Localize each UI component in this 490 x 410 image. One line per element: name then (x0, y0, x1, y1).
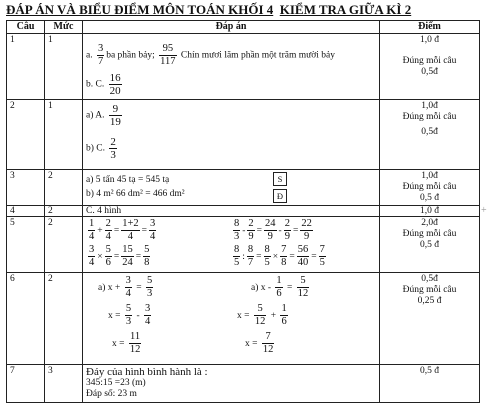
equation-label: x = (245, 339, 258, 349)
title-sub: KIỂM TRA GIỮA KÌ 2 (279, 2, 412, 17)
fraction: $\frac{5}{12}$ (297, 275, 309, 300)
answer-table (6, 20, 480, 403)
cell-muc: 2 (45, 170, 83, 206)
true-false-box: Đ (273, 189, 287, 203)
equals-sign: = (136, 283, 142, 293)
cell-cau: 1 (7, 34, 45, 100)
cell-muc: 2 (45, 273, 83, 365)
cell-answer (83, 365, 380, 403)
points-note: Đúng mỗi câu (402, 229, 457, 239)
operator: - (242, 226, 246, 236)
minus-sign: - (136, 311, 140, 321)
header-muc: Mức (45, 21, 83, 34)
plus-sign: + (270, 311, 277, 321)
cell-points (380, 170, 480, 206)
fraction: $\frac{8}{3}$ (234, 218, 240, 243)
fraction: $\frac{15}{24}$ (122, 244, 133, 269)
fraction: $\frac{2}{4}$ (105, 218, 111, 243)
table-row (7, 100, 480, 170)
fraction: $\frac{16}{20}$ (109, 72, 121, 97)
operator: × (272, 252, 279, 262)
points-total: 0,5đ (421, 274, 438, 284)
fraction: $\frac{7}{8}$ (281, 244, 287, 269)
cell-points: 1,0 đ (380, 206, 480, 217)
operator: = (113, 252, 120, 262)
operator: = (292, 226, 299, 236)
answer-text: Đáp số: 23 m (86, 389, 137, 399)
fraction: $\frac{1}{6}$ (276, 275, 282, 300)
fraction: $\frac{2}{9}$ (248, 218, 254, 243)
operator: = (113, 226, 120, 236)
fraction: $\frac{1}{4}$ (89, 218, 95, 243)
answer-part-label: b) C. (86, 143, 105, 154)
fraction: $\frac{5}{3}$ (146, 275, 153, 300)
equals-sign: = (287, 283, 293, 293)
fraction: $\frac{8}{5}$ (264, 244, 270, 269)
answer-text: a) 5 tấn 45 tạ = 545 tạ (86, 175, 170, 185)
cell-answer (83, 273, 380, 365)
header-dap-an: Đáp án (83, 21, 380, 34)
operator: = (311, 252, 317, 262)
table-row (7, 34, 480, 100)
cell-muc: 2 (45, 206, 83, 217)
points-total: 1,0 đ (420, 35, 439, 45)
header-diem: Điểm (380, 21, 480, 34)
cell-points: 0,5 đ (380, 365, 480, 403)
cell-cau: 2 (7, 100, 45, 170)
points-note: Đúng mỗi câu (402, 112, 457, 122)
fraction: $\frac{7}{5}$ (319, 244, 325, 269)
title-main: ĐÁP ÁN VÀ BIỂU ĐIỂM MÔN TOÁN KHỐI 4 (6, 2, 274, 17)
table-row (7, 273, 480, 365)
operator: = (141, 226, 147, 236)
answer-text: ba phần bảy; (106, 50, 155, 61)
cell-answer (83, 217, 380, 273)
fraction: $\frac{8}{5}$ (234, 244, 240, 269)
answer-part-label: a) A. (86, 110, 105, 121)
cell-answer (83, 34, 380, 100)
equation (86, 244, 231, 270)
fraction: $\frac{11}{12}$ (129, 331, 141, 356)
fraction: $\frac{3}{7}$ (97, 43, 104, 67)
cell-cau: 7 (7, 365, 45, 403)
operator: = (256, 252, 262, 262)
cell-answer (83, 170, 380, 206)
fraction: $\frac{56}{40}$ (297, 244, 309, 269)
operator: = (135, 252, 142, 262)
fraction: $\frac{24}{9}$ (265, 218, 276, 243)
cell-cau: 6 (7, 273, 45, 365)
answer-text: Chín mươi lăm phần một trăm mười bảy (180, 50, 336, 61)
equation-label: x = (108, 311, 121, 321)
points-note: Đúng mỗi câu (402, 285, 457, 295)
fraction: $\frac{1}{6}$ (281, 303, 287, 328)
cell-answer (83, 100, 380, 170)
fraction: $\frac{5}{6}$ (105, 244, 111, 269)
answer-part-label: b. C. (86, 79, 105, 90)
cell-points (380, 100, 480, 170)
answer-text: Đáy của hình bình hành là : (86, 366, 208, 378)
table-row (7, 217, 480, 273)
points-total: 1,0đ (421, 101, 438, 111)
fraction: $\frac{3}{4}$ (125, 275, 131, 300)
fraction: $\frac{5}{12}$ (254, 303, 266, 328)
equation-label: a) x - (251, 283, 272, 293)
equation (231, 218, 376, 244)
operator: = (289, 252, 295, 262)
points-note: Đúng mỗi câu (402, 56, 457, 66)
fraction: $\frac{3}{4}$ (150, 218, 156, 243)
cell-points (380, 217, 480, 273)
add-row-icon[interactable]: + (481, 205, 487, 216)
table-header-row (7, 21, 480, 34)
points-total: 1,0đ (421, 171, 438, 181)
equation (86, 218, 231, 244)
points-total: 2,0đ (421, 218, 438, 228)
equation-label: x = (237, 311, 250, 321)
cell-cau: 4 (7, 206, 45, 217)
fraction: $\frac{8}{7}$ (247, 244, 254, 269)
points-each: 0,5đ (421, 127, 438, 137)
cell-muc: 3 (45, 365, 83, 403)
points-each: 0,5đ (421, 67, 438, 77)
points-each: 0,5 đ (420, 240, 439, 250)
cell-muc: 1 (45, 100, 83, 170)
cell-cau: 5 (7, 217, 45, 273)
operator: - (278, 226, 282, 236)
fraction: $\frac{7}{12}$ (262, 331, 274, 356)
fraction: $\frac{9}{19}$ (109, 103, 121, 128)
fraction: $\frac{5}{3}$ (125, 303, 132, 328)
answer-text: b) 4 m² 66 dm² = 466 dm² (86, 189, 185, 199)
operator: : (242, 252, 245, 262)
header-cau: Câu (7, 21, 45, 34)
answer-part-label: a. (86, 50, 93, 61)
operator: × (97, 252, 103, 262)
equation (231, 244, 376, 270)
operator: + (97, 226, 103, 236)
cell-answer: C. 4 hình (83, 206, 380, 217)
points-each: 0,5 đ (420, 193, 439, 203)
fraction: $\frac{5}{8}$ (144, 244, 150, 269)
cell-cau: 3 (7, 170, 45, 206)
answer-text: 345:15 =23 (m) (86, 378, 146, 388)
table-row (7, 206, 480, 217)
operator: = (256, 226, 263, 236)
cell-muc: 1 (45, 34, 83, 100)
cell-points (380, 273, 480, 365)
fraction: $\frac{2}{3}$ (110, 136, 116, 161)
cell-points (380, 34, 480, 100)
fraction: $\frac{2}{9}$ (284, 218, 290, 243)
points-note: Đúng mỗi câu (402, 182, 457, 192)
fraction: $\frac{22}{9}$ (301, 218, 312, 243)
equation-label: x = (112, 339, 125, 349)
table-row (7, 365, 480, 403)
true-false-box: S (273, 172, 287, 186)
fraction: $\frac{95}{117}$ (160, 43, 176, 67)
fraction: $\frac{3}{4}$ (145, 303, 151, 328)
fraction: $\frac{3}{4}$ (89, 244, 95, 269)
equation-label: a) x + (98, 283, 121, 293)
table-row (7, 170, 480, 206)
points-each: 0,25 đ (417, 296, 442, 306)
page-title (0, 2, 490, 20)
cell-muc: 2 (45, 217, 83, 273)
fraction: $\frac{1+2}{4}$ (122, 218, 139, 243)
